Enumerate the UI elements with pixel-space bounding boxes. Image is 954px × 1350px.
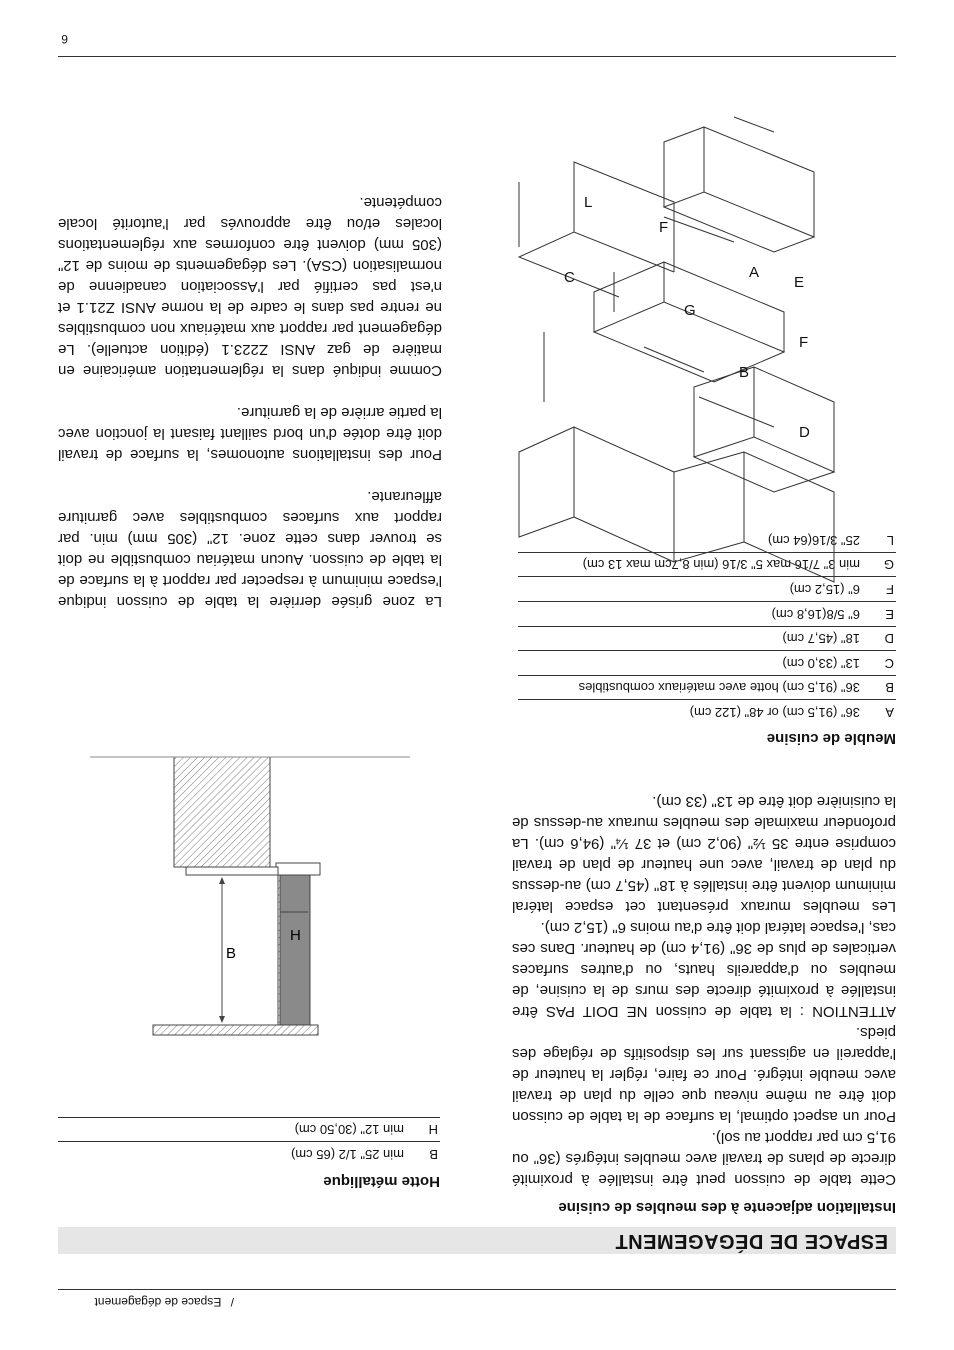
hood-heading: Hotte métallique: [323, 1173, 440, 1190]
section-title: ESPACE DE DÉGAGEMENT: [615, 1230, 888, 1252]
clearance-paragraph-3: Comme indiqué dans la réglementation américaine en matière de gaz ANSI Z223.1 (édition actuelle). Le dégagement par rapport aux matériaux non combustibles ne rentre pas dans le cadre de la norme ANSI Z21.1 et n'est pas certifié par l'Association canadienne de normalisation (CSA). Les dégagements de moins de 12" (305 mm) doivent être conformes aux réglementations locales et/ou être approuvés par l'autorité locale compétente.: [58, 194, 442, 379]
kitchen-value-b: 36" (91,5 cm) hotte avec matériaux combustibles: [578, 680, 860, 696]
kitchen-row-b: [518, 675, 896, 700]
kitchen-key-f: F: [886, 582, 894, 598]
hood-diagram-label-b: B: [226, 945, 237, 962]
kitchen-diagram-label-e: E: [794, 274, 805, 291]
install-paragraph-1: Cette table de cuisson peut être installée à proximité directe de plans de travail avec meubles intégrés (36" ou 91,5 cm par rapport au sol).: [512, 1129, 896, 1188]
kitchen-value-a: 36" (91,5 cm) or 48" (122 cm): [689, 705, 860, 720]
kitchen-key-b: B: [885, 680, 894, 696]
kitchen-key-l: L: [886, 532, 894, 548]
section-banner: [58, 1227, 896, 1254]
footer-rule: [58, 56, 896, 57]
kitchen-value-l: 25" 3/16(64 cm): [767, 532, 860, 548]
kitchen-row-d: [518, 626, 896, 651]
kitchen-value-e: 6" 5/8(16,8 cm): [771, 606, 860, 622]
clearance-paragraph-1: La zone grisée derrière la table de cuisson indique l'espace minimum à respecter par rapport à la surface de la table de cuisson. Aucun matériau combustible ne doit se trouver dans cette zone. 12" (305 mm) min. par rapport aux surfaces combustibles avec garniture affleurante.: [58, 488, 442, 610]
install-text: [512, 791, 896, 1190]
kitchen-diagram-label-f1: F: [799, 334, 809, 351]
kitchen-diagram-label-g: G: [684, 302, 696, 319]
hood-clearance-diagram: [68, 720, 448, 1080]
breadcrumb-separator: /: [230, 1295, 234, 1309]
page-number: 6: [61, 32, 68, 46]
install-paragraph-4: Les meubles muraux présentant cet espace latéral minimum doivent être installés à 18" (45,7 cm) au-dessus du plan de travail, avec une hauteur de plan de travail comprise entre 35 ½" (90,2 cm) et 37 ¼" (94,6 cm). La profondeur maximale des meubles muraux au-dessus de la cuisinière doit être de 13" (33 cm).: [512, 793, 896, 915]
kitchen-value-d: 18" (45,7 cm): [782, 631, 860, 647]
kitchen-value-c: 13" (33,0 cm): [782, 655, 860, 671]
kitchen-diagram-label-b: B: [739, 364, 750, 381]
kitchen-clearance-diagram: [514, 82, 874, 602]
clearance-text: [58, 171, 442, 612]
hood-key-h: H: [428, 1122, 438, 1138]
breadcrumb: [95, 1295, 234, 1309]
hood-value-b: min 25" 1/2 (65 cm): [291, 1147, 404, 1162]
kitchen-key-a: A: [885, 705, 894, 720]
kitchen-diagram-label-c: C: [564, 269, 575, 286]
install-paragraph-3: ATTENTION : la table de cuisson NE DOIT PAS être installée à proximité directe des murs de la cuisine, de meubles ou d'appareils hauts, ou d'autres surfaces verticales de plus de 36" (91,4 cm) de hauteur. Dans ces cas, l'espace latéral doit être d'au moins 6" (15,2 cm).: [512, 919, 896, 1020]
hood-row-h: [58, 1117, 440, 1142]
hood-table: [58, 1117, 440, 1166]
hood-value-h: min 12" (30,50 cm): [294, 1122, 404, 1138]
kitchen-value-f: 6" (15,2 cm): [789, 582, 860, 598]
kitchen-row-e: [518, 601, 896, 626]
header-rule: [58, 1289, 896, 1290]
install-paragraph-2: Pour un aspect optimal, la surface de la table de cuisson doit être au même niveau que celle du plan de travail avec meuble intégré. Pour ce faire, régler la hauteur de l'appareil en agissant sur les dispositifs de réglage des pieds.: [512, 1024, 896, 1125]
kitchen-row-a: [518, 699, 896, 724]
kitchen-diagram-label-f2: F: [659, 219, 669, 236]
hood-key-b: B: [429, 1147, 438, 1162]
kitchen-heading: Meuble de cuisine: [766, 730, 896, 747]
kitchen-key-e: E: [885, 606, 894, 622]
kitchen-key-c: C: [884, 655, 894, 671]
kitchen-row-c: [518, 650, 896, 675]
kitchen-value-g: min 3" 7/16 max 5" 3/16 (min 8,7cm max 13 cm): [582, 557, 860, 573]
kitchen-diagram-label-d: D: [799, 424, 810, 441]
hood-row-b: [58, 1141, 440, 1166]
install-heading: Installation adjacente à des meubles de cuisine: [558, 1199, 896, 1216]
hood-diagram-label-h: H: [290, 927, 301, 944]
clearance-paragraph-2: Pour des installations autonomes, la surface de travail doit être dotée d'un bord saillant faisant la jonction avec la partie arrière de la garniture.: [58, 404, 442, 463]
kitchen-key-g: G: [883, 557, 894, 573]
breadcrumb-text: Espace de dégagement: [94, 1295, 222, 1309]
kitchen-diagram-label-a: A: [749, 264, 760, 281]
kitchen-key-d: D: [884, 631, 894, 647]
kitchen-diagram-label-l: L: [584, 194, 593, 211]
